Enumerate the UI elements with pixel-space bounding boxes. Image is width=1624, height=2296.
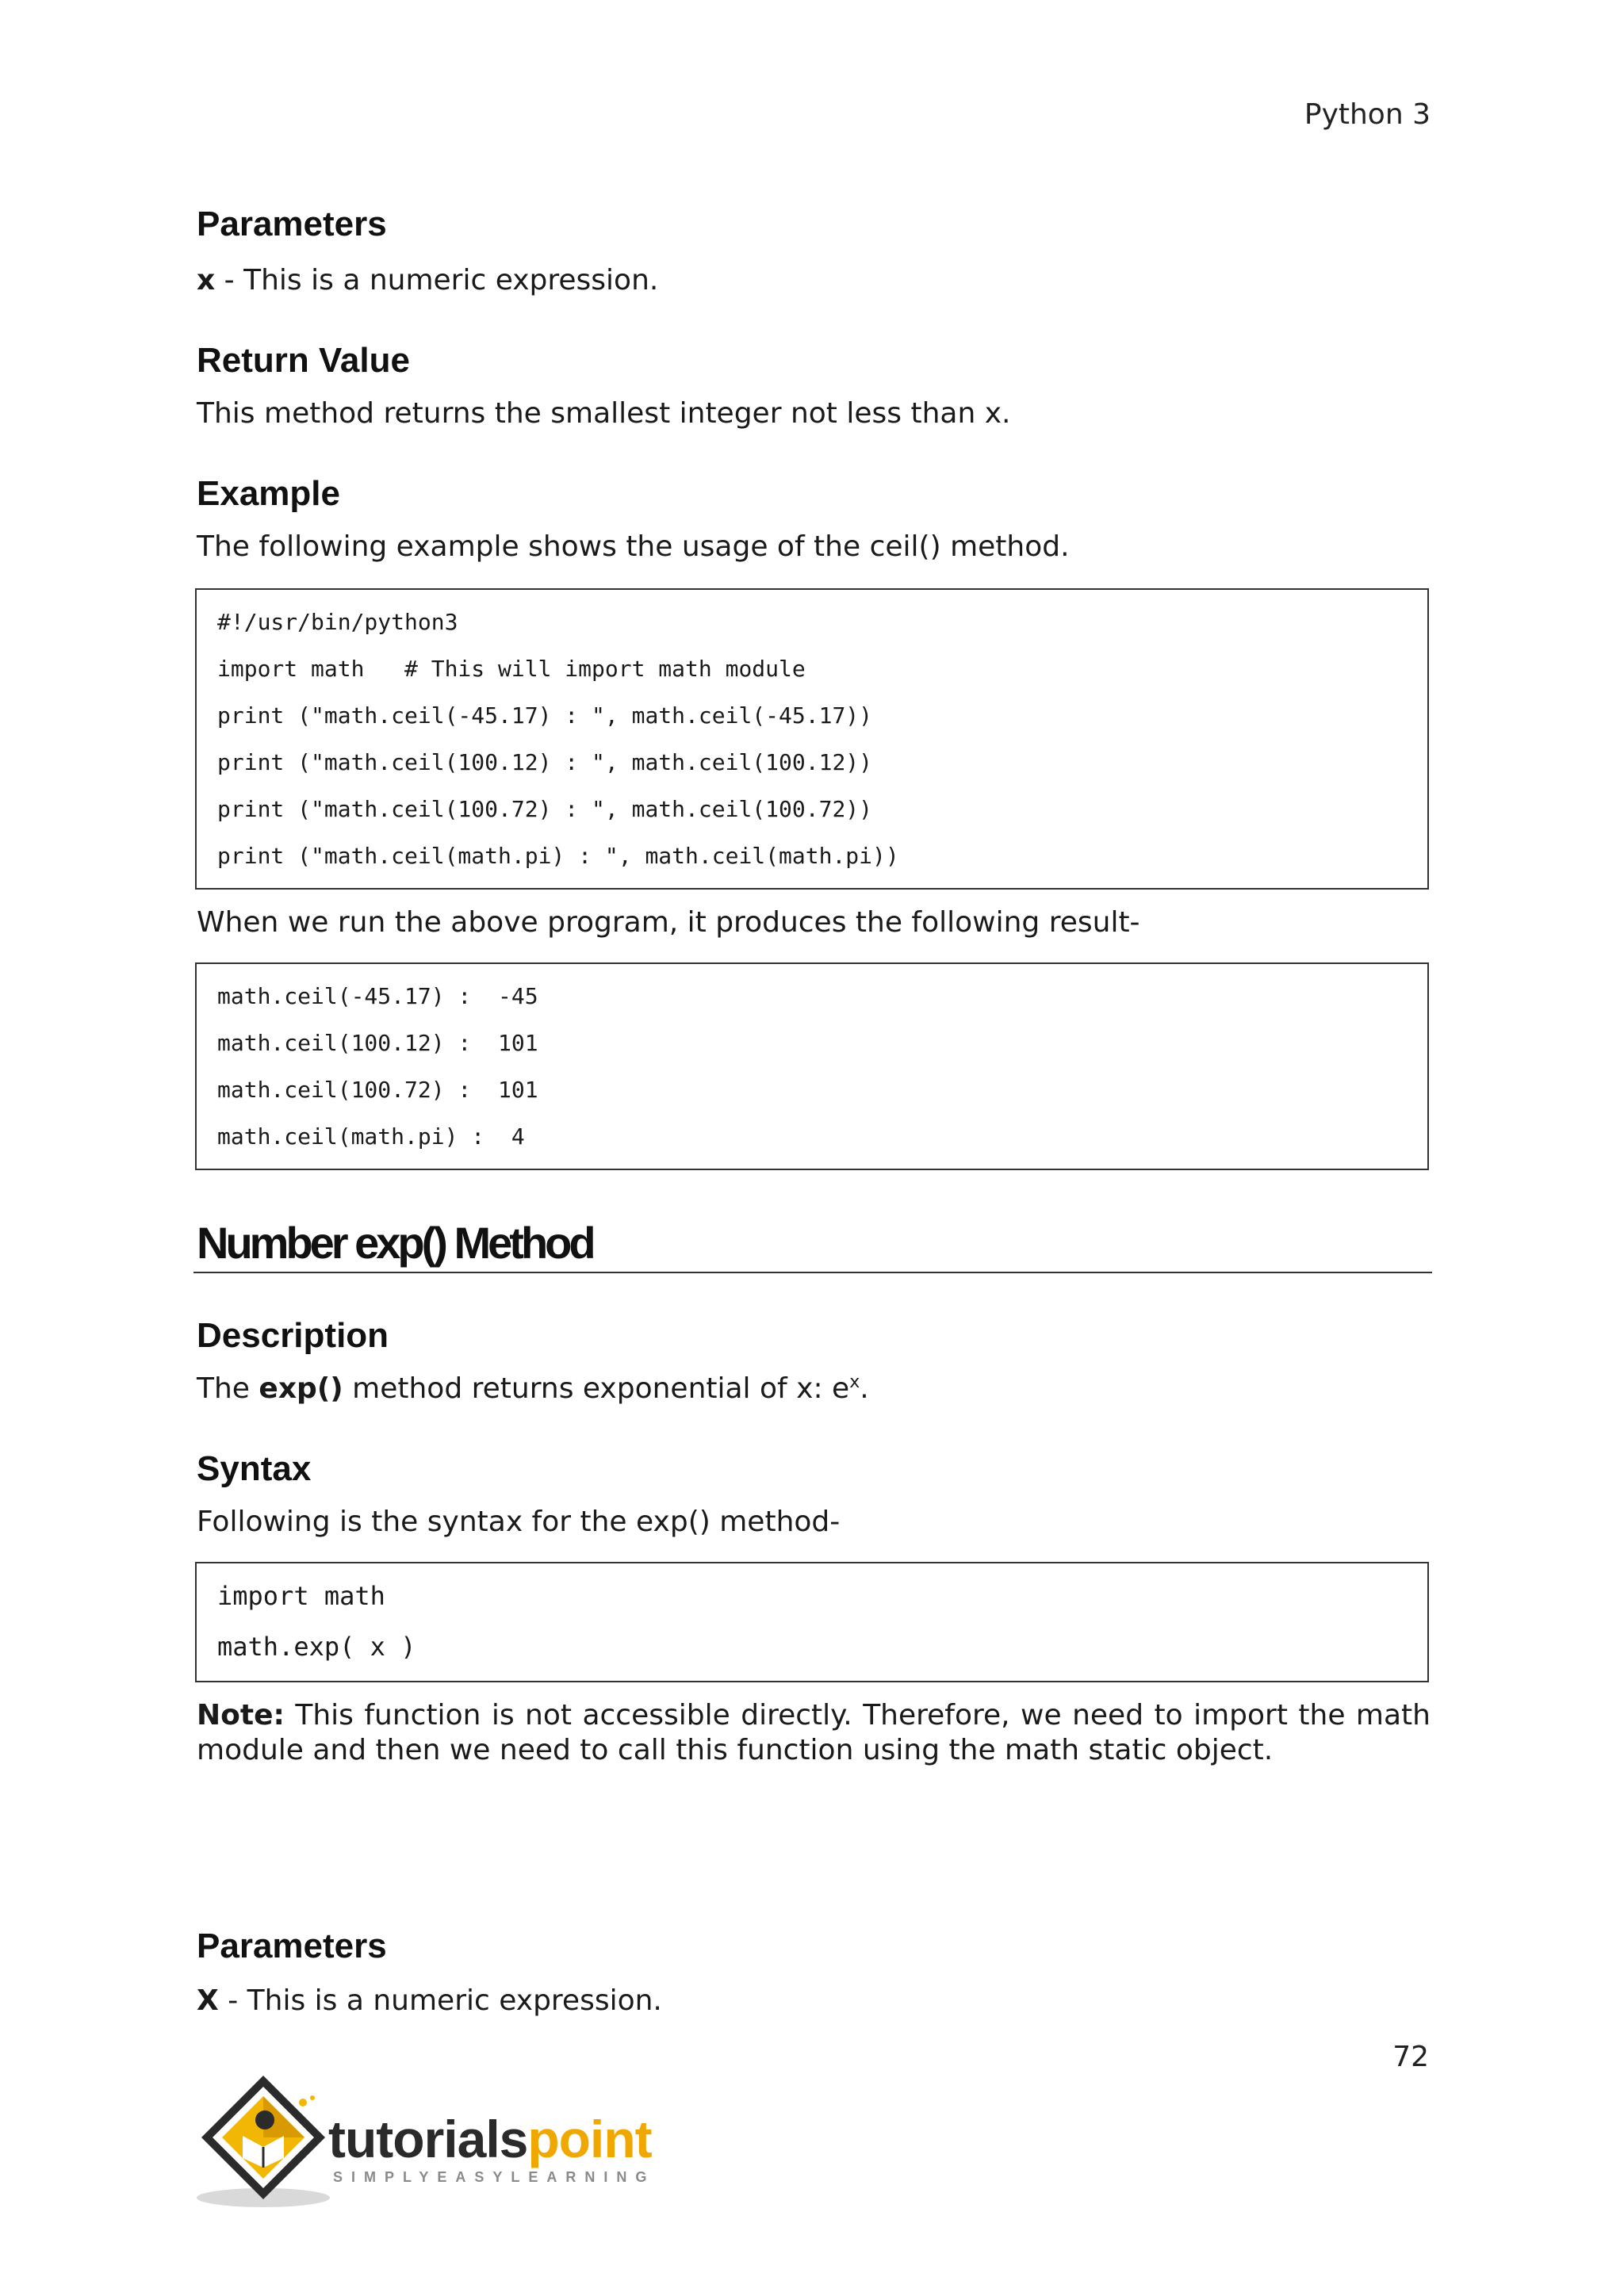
syntax-code-block	[195, 1562, 1429, 1682]
syntax-line: import math	[217, 1581, 385, 1611]
parameters-text	[197, 1984, 1431, 2019]
parameters-heading: Parameters	[197, 205, 387, 243]
syntax-line: math.exp( x )	[217, 1632, 416, 1662]
note-paragraph	[197, 1698, 1431, 1768]
description-heading: Description	[197, 1316, 389, 1355]
logo-word-point: point	[527, 2110, 652, 2168]
description-text	[197, 1372, 1431, 1406]
desc-method-name: exp()	[259, 1372, 343, 1405]
section-title-rule	[193, 1272, 1432, 1273]
logo-tagline: SIMPLYEASYLEARNING	[333, 2169, 656, 2185]
code-line: print ("math.ceil(-45.17) : ", math.ceil(-45.17))	[217, 702, 873, 729]
code-line: #!/usr/bin/python3	[217, 609, 458, 635]
parameters-text	[197, 263, 1431, 298]
section-title: Number exp() Method	[197, 1218, 593, 1268]
running-header: Python 3	[1304, 98, 1431, 131]
example-code-block	[195, 588, 1429, 890]
example-heading: Example	[197, 474, 340, 513]
desc-prefix: The	[197, 1372, 259, 1405]
param-name: x	[197, 264, 216, 297]
result-intro: When we run the above program, it produces the following result-	[197, 906, 1140, 939]
return-value-text: This method returns the smallest integer not less than x.	[197, 397, 1011, 430]
note-text: This function is not accessible directly. Therefore, we need to import the math module and then we need to call this function using the math static object.	[197, 1699, 1431, 1766]
output-line: math.ceil(100.12) : 101	[217, 1030, 538, 1056]
desc-suffix: .	[860, 1372, 869, 1405]
param-desc: - This is a numeric expression.	[218, 1984, 662, 2017]
code-line: import math # This will import math module	[217, 656, 806, 682]
param-name: X	[197, 1984, 219, 2017]
logo-diamond-icon	[193, 2069, 336, 2212]
tutorialspoint-logo	[193, 2069, 669, 2212]
code-line: print ("math.ceil(100.12) : ", math.ceil(100.12))	[217, 749, 873, 775]
logo-wordmark	[328, 2109, 652, 2169]
param-desc: - This is a numeric expression.	[215, 264, 659, 297]
code-line: print ("math.ceil(100.72) : ", math.ceil(100.72))	[217, 796, 873, 822]
parameters-heading: Parameters	[197, 1927, 387, 1965]
output-line: math.ceil(math.pi) : 4	[217, 1123, 525, 1150]
output-line: math.ceil(100.72) : 101	[217, 1077, 538, 1103]
note-label: Note:	[197, 1699, 285, 1732]
syntax-heading: Syntax	[197, 1449, 312, 1488]
desc-middle: method returns exponential of x: e	[343, 1372, 850, 1405]
logo-word-tutorials: tutorials	[328, 2110, 528, 2168]
page-number: 72	[1392, 2041, 1429, 2073]
syntax-intro: Following is the syntax for the exp() method-	[197, 1506, 841, 1538]
return-value-heading: Return Value	[197, 341, 410, 380]
output-line: math.ceil(-45.17) : -45	[217, 983, 538, 1009]
code-line: print ("math.ceil(math.pi) : ", math.ceil(math.pi))	[217, 843, 899, 869]
desc-superscript: x	[849, 1372, 860, 1392]
example-intro: The following example shows the usage of the ceil() method.	[197, 530, 1070, 563]
output-block	[195, 962, 1429, 1170]
